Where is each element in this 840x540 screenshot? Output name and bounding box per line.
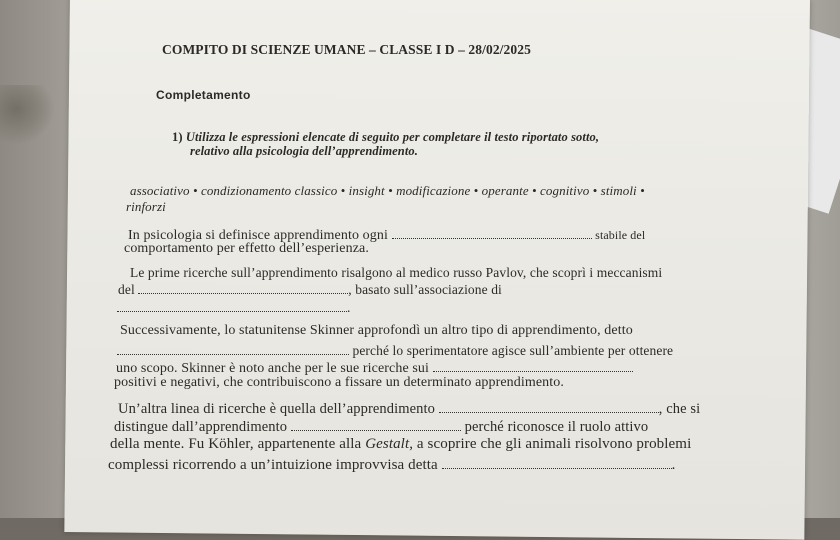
- text-segment: distingue dall’apprendimento: [114, 419, 288, 435]
- exercise-number: 1): [172, 130, 183, 144]
- text-segment: perché riconosce il ruolo attivo: [464, 419, 649, 435]
- fill-blank-1[interactable]: [392, 226, 592, 239]
- text-segment: , che si: [658, 401, 701, 417]
- paragraph-4-line-1: [118, 400, 700, 418]
- text-segment: uno scopo. Skinner è noto anche per le sue ricerche sui: [116, 361, 430, 376]
- fill-blank-4[interactable]: [117, 342, 349, 355]
- paragraph-3-line-4: positivi e negativi, che contribuiscono a fissare un determinato apprendimento.: [114, 375, 564, 390]
- fill-blank-8[interactable]: [442, 456, 672, 469]
- paragraph-2-line-3: [117, 299, 350, 316]
- word-bank-line-2: rinforzi: [126, 199, 166, 214]
- text-segment: del: [118, 282, 135, 297]
- text-segment: Un’altra linea di ricerche è quella dell’apprendimento: [118, 401, 436, 417]
- text-segment: .: [671, 457, 676, 473]
- exercise-instruction-line-1: [172, 130, 599, 145]
- word-bank-line-1: associativo • condizionamento classico • insight • modificazione • operante • cognitivo • stimoli •: [130, 183, 645, 198]
- paragraph-3-line-1: Successivamente, lo statunitense Skinner approfondì un altro tipo di apprendimento, detto: [120, 323, 633, 338]
- gestalt-term: Gestalt: [365, 436, 410, 452]
- paragraph-2-line-2: [118, 281, 502, 298]
- fill-blank-6[interactable]: [439, 400, 659, 413]
- paragraph-4-line-4: [108, 456, 676, 474]
- fill-blank-2[interactable]: [138, 281, 348, 294]
- text-segment: della mente. Fu Köhler, appartenente alla: [110, 436, 362, 452]
- paragraph-2-line-1: Le prime ricerche sull’apprendimento risalgono al medico russo Pavlov, che scoprì i meccanismi: [130, 265, 663, 280]
- text-segment: complessi ricorrendo a un’intuizione improvvisa detta: [108, 457, 438, 473]
- text-segment: perché lo sperimentatore agisce sull’ambiente per ottenere: [352, 343, 674, 358]
- page-title: COMPITO DI SCIENZE UMANE – CLASSE I D – 28/02/2025: [162, 42, 531, 57]
- text-segment: In psicologia si definisce apprendimento ogni: [128, 228, 388, 243]
- text-segment: stabile del: [595, 228, 646, 242]
- fill-blank-7[interactable]: [291, 418, 461, 431]
- paragraph-4-line-3: [110, 436, 691, 453]
- instruction-text-1: Utilizza le espressioni elencate di seguito per completare il testo riportato sotto,: [185, 130, 600, 144]
- text-segment: .: [347, 300, 351, 315]
- paragraph-1-line-2: comportamento per effetto dell’esperienza.: [124, 241, 369, 256]
- paragraph-3-line-2: [117, 342, 673, 359]
- paragraph-4-line-2: [114, 418, 648, 436]
- section-title: Completamento: [156, 88, 251, 102]
- fill-blank-5[interactable]: [433, 359, 633, 372]
- instruction-text-2: relativo alla psicologia dell’apprendimento.: [190, 144, 418, 158]
- text-segment: , a scoprire che gli animali risolvono problemi: [409, 436, 692, 452]
- fill-blank-3[interactable]: [117, 299, 347, 312]
- text-segment: , basato sull’associazione di: [348, 282, 502, 297]
